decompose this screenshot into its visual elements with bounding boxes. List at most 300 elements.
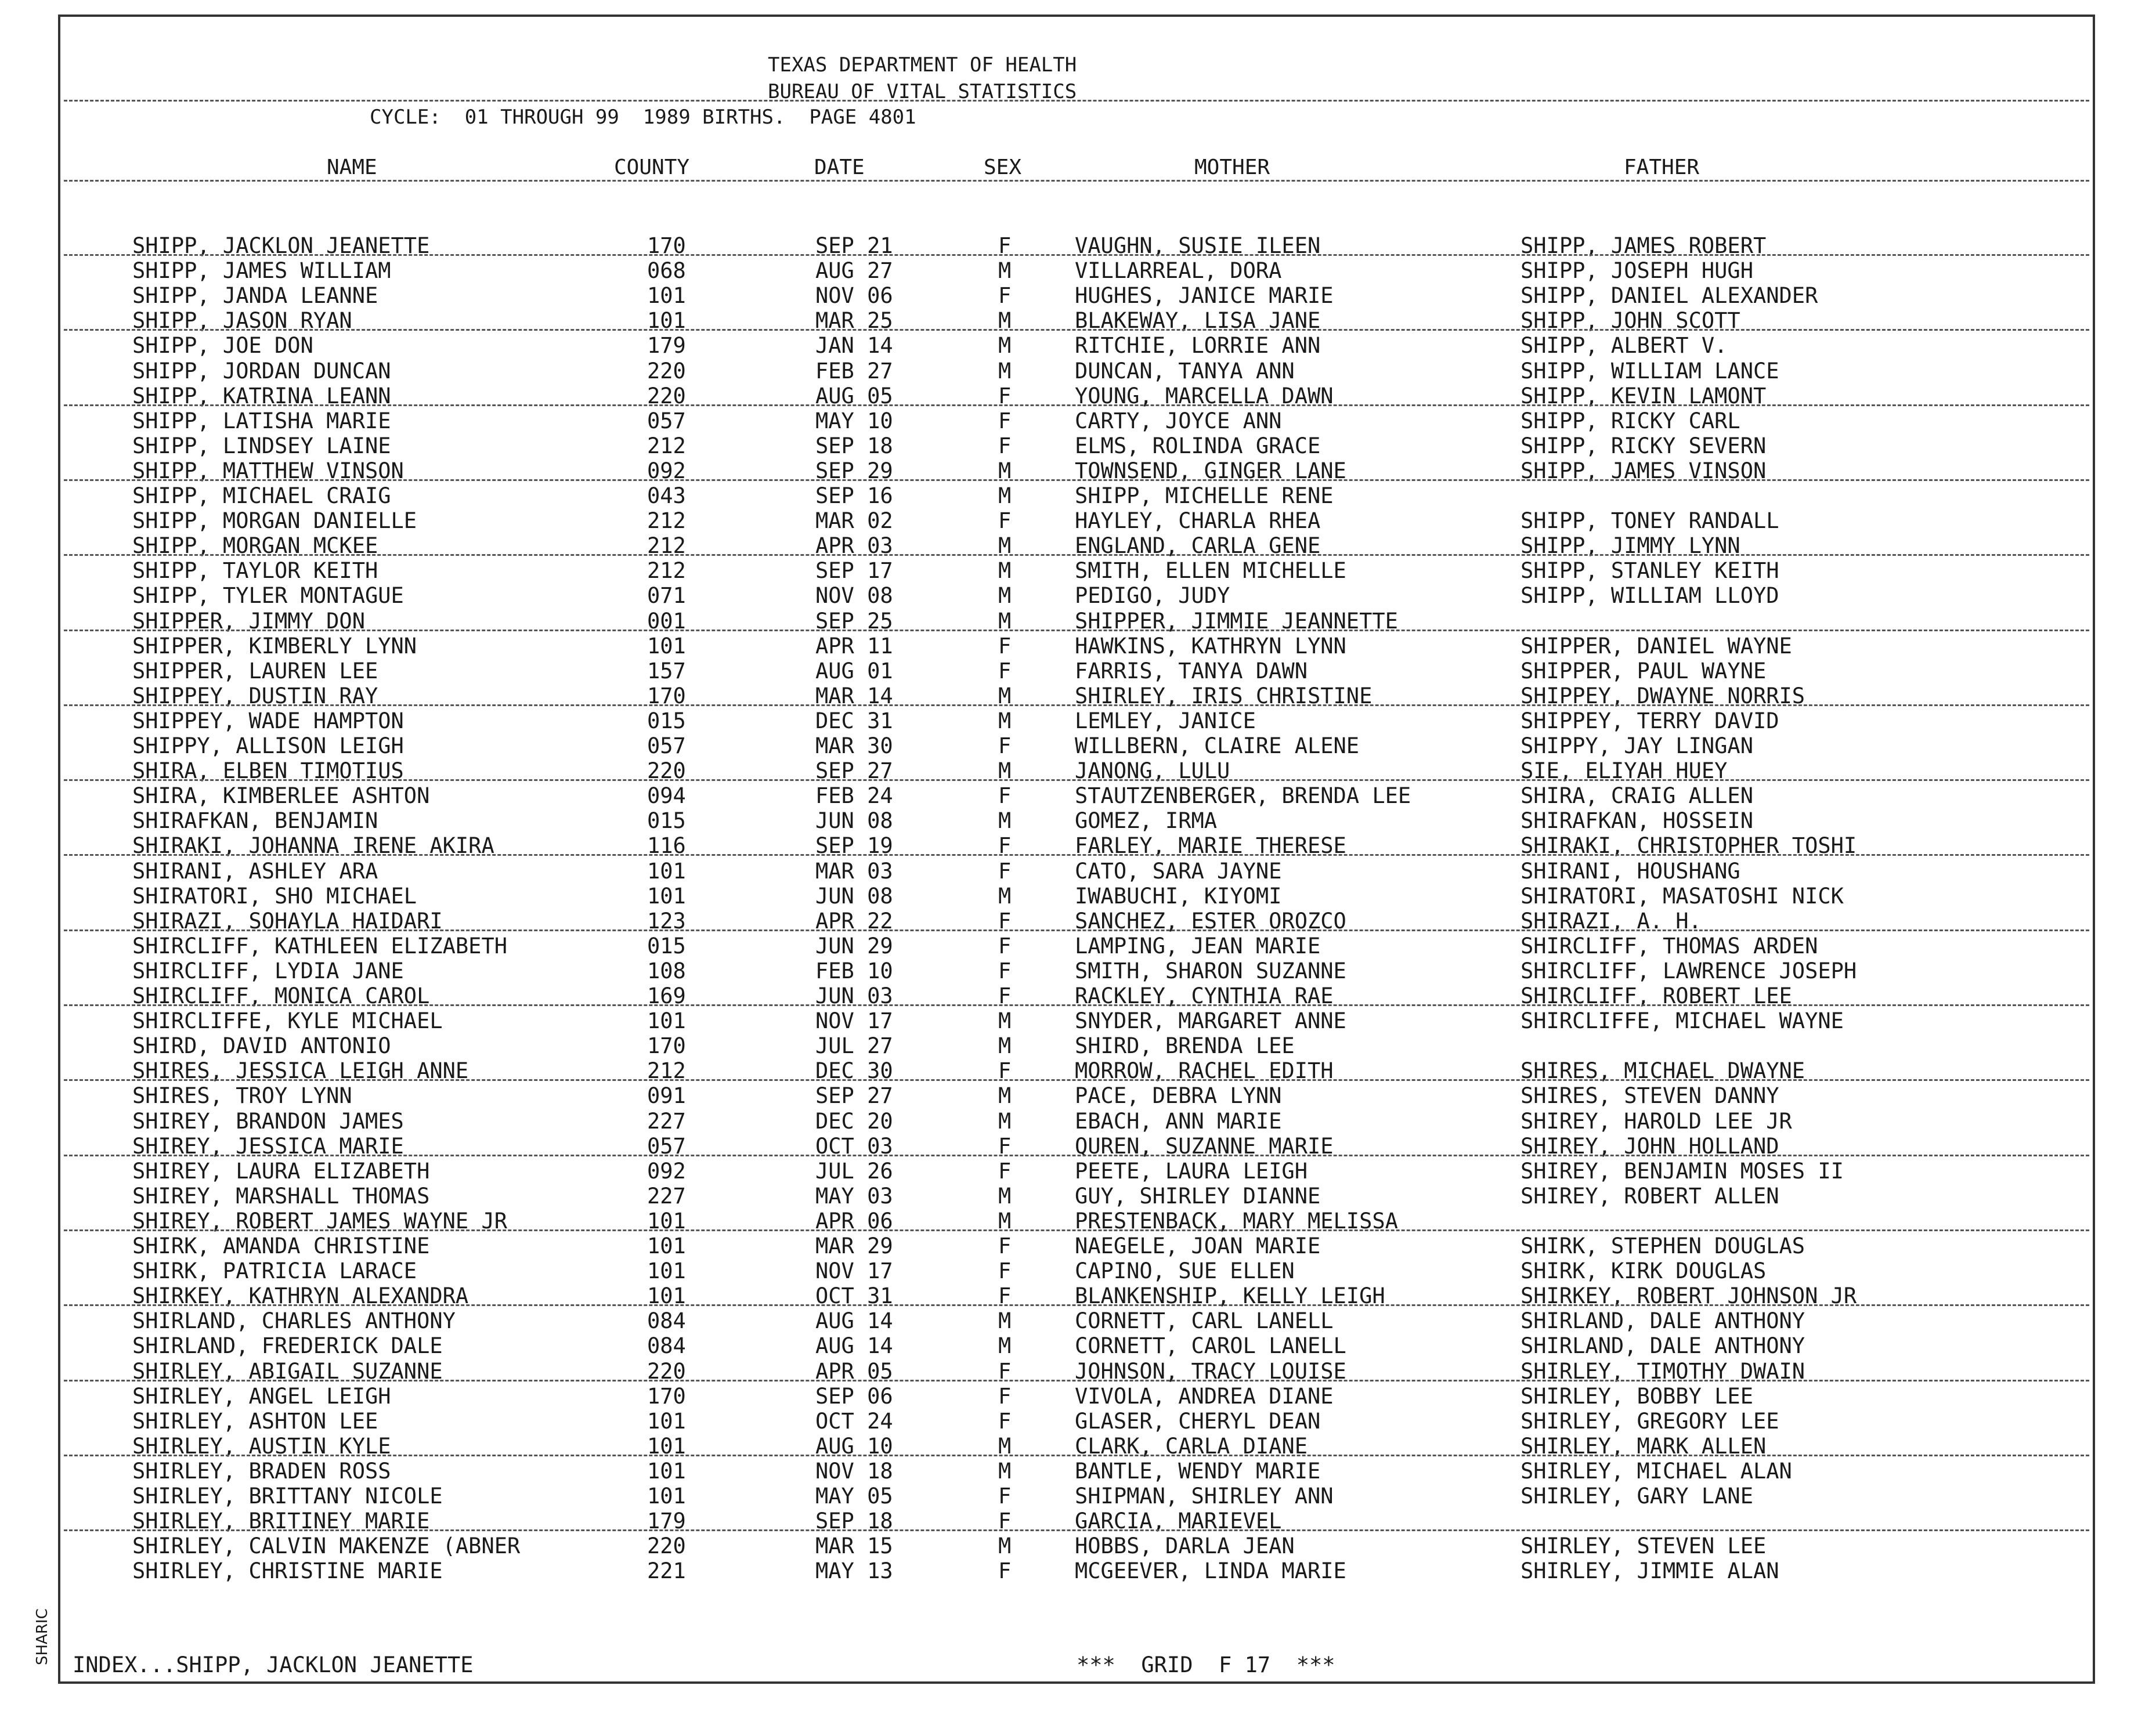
cell-mother: GLASER, CHERYL DEAN — [1075, 1408, 1321, 1434]
cell-father: SHIRA, CRAIG ALLEN — [1521, 783, 1753, 809]
cell-date: DEC 20 — [815, 1108, 893, 1134]
header-department: TEXAS DEPARTMENT OF HEALTH — [768, 53, 1077, 77]
table-row — [0, 884, 2138, 909]
cell-county: 092 — [647, 458, 686, 483]
cell-sex: M — [998, 1534, 1012, 1559]
cell-county: 169 — [647, 983, 686, 1008]
cell-county: 101 — [647, 883, 686, 909]
cell-father: SHIPP, KEVIN LAMONT — [1521, 383, 1767, 408]
cell-mother: CLARK, CARLA DIANE — [1075, 1433, 1308, 1459]
cell-mother: SHIPMAN, SHIRLEY ANN — [1075, 1484, 1334, 1509]
cell-date: AUG 05 — [815, 383, 893, 408]
cell-name: SHIRD, DAVID ANTONIO — [132, 1033, 391, 1059]
cell-father: SHIPP, WILLIAM LANCE — [1521, 358, 1779, 384]
cell-sex: M — [998, 883, 1012, 909]
cell-sex: M — [998, 1308, 1012, 1334]
cell-county: 001 — [647, 608, 686, 634]
table-row — [0, 783, 2138, 808]
cell-mother: HAYLEY, CHARLA RHEA — [1075, 508, 1321, 534]
cell-date: APR 03 — [815, 533, 893, 559]
table-row — [0, 808, 2138, 833]
cell-name: SHIRLEY, BRADEN ROSS — [132, 1458, 391, 1484]
cell-county: 101 — [647, 1408, 686, 1434]
cell-sex: M — [998, 758, 1012, 784]
table-row — [0, 659, 2138, 683]
cell-father: SHIPP, JAMES VINSON — [1521, 458, 1767, 483]
cell-sex: F — [998, 633, 1012, 659]
header-bureau: BUREAU OF VITAL STATISTICS — [768, 80, 1077, 103]
cell-date: SEP 17 — [815, 558, 893, 584]
cell-father: SHIPP, WILLIAM LLOYD — [1521, 583, 1779, 609]
footer-index: INDEX...SHIPP, JACKLON JEANETTE — [73, 1652, 474, 1677]
cell-county: 101 — [647, 1458, 686, 1484]
cell-mother: CORNETT, CAROL LANELL — [1075, 1333, 1346, 1359]
cell-mother: SHIPPER, JIMMIE JEANNETTE — [1075, 608, 1398, 634]
cell-mother: RITCHIE, LORRIE ANN — [1075, 333, 1321, 359]
cell-date: JUL 27 — [815, 1033, 893, 1059]
table-row — [0, 1258, 2138, 1283]
cell-sex: M — [998, 1458, 1012, 1484]
cell-mother: IWABUCHI, KIYOMI — [1075, 883, 1282, 909]
cell-father: SHIRCLIFF, THOMAS ARDEN — [1521, 933, 1818, 959]
cell-name: SHIPP, JANDA LEANNE — [132, 283, 378, 309]
cell-mother: GUY, SHIRLEY DIANNE — [1075, 1183, 1321, 1209]
cell-mother: BLAKEWAY, LISA JANE — [1075, 308, 1321, 334]
header-rule-top — [64, 100, 2089, 102]
row-separator — [64, 930, 2089, 931]
cell-date: JAN 14 — [815, 333, 893, 359]
cell-father: SHIRLEY, GREGORY LEE — [1521, 1408, 1779, 1434]
cell-county: 221 — [647, 1558, 686, 1584]
cell-county: 220 — [647, 758, 686, 784]
cell-sex: M — [998, 1008, 1012, 1034]
cell-county: 108 — [647, 958, 686, 983]
cell-sex: F — [998, 733, 1012, 758]
cell-mother: WILLBERN, CLAIRE ALENE — [1075, 733, 1360, 758]
column-header-county: COUNTY — [614, 155, 690, 179]
cell-name: SHIPP, JAMES WILLIAM — [132, 258, 391, 284]
cell-sex: F — [998, 833, 1012, 859]
cell-father: SHIREY, HAROLD LEE JR — [1521, 1108, 1792, 1134]
cell-mother: PEDIGO, JUDY — [1075, 583, 1230, 609]
cell-sex: F — [998, 1383, 1012, 1409]
cell-mother: BANTLE, WENDY MARIE — [1075, 1458, 1321, 1484]
cell-name: SHIREY, ROBERT JAMES WAYNE JR — [132, 1208, 508, 1234]
cell-date: NOV 06 — [815, 283, 893, 309]
cell-date: MAR 02 — [815, 508, 893, 534]
table-row — [0, 959, 2138, 983]
cell-name: SHIRANI, ASHLEY ARA — [132, 858, 378, 884]
cell-county: 220 — [647, 1358, 686, 1384]
cell-name: SHIRLEY, ASHTON LEE — [132, 1408, 378, 1434]
cell-mother: STAUTZENBERGER, BRENDA LEE — [1075, 783, 1411, 809]
cell-father: SHIRCLIFFE, MICHAEL WAYNE — [1521, 1008, 1844, 1034]
row-separator — [64, 1529, 2089, 1531]
cell-sex: F — [998, 958, 1012, 983]
cell-county: 101 — [647, 1258, 686, 1284]
cell-date: NOV 18 — [815, 1458, 893, 1484]
cell-county: 057 — [647, 408, 686, 433]
cell-mother: ELMS, ROLINDA GRACE — [1075, 433, 1321, 458]
cell-date: DEC 30 — [815, 1058, 893, 1084]
cell-mother: SHIRD, BRENDA LEE — [1075, 1033, 1295, 1059]
row-separator — [64, 779, 2089, 781]
cell-father: SHIPP, ALBERT V. — [1521, 333, 1728, 359]
cell-county: 227 — [647, 1183, 686, 1209]
cell-mother: JOHNSON, TRACY LOUISE — [1075, 1358, 1346, 1384]
cell-county: 092 — [647, 1158, 686, 1184]
cell-sex: F — [998, 508, 1012, 534]
cell-sex: M — [998, 1183, 1012, 1209]
table-row — [0, 1234, 2138, 1258]
cell-mother: VAUGHN, SUSIE ILEEN — [1075, 233, 1321, 258]
cell-sex: F — [998, 1408, 1012, 1434]
cell-name: SHIREY, LAURA ELIZABETH — [132, 1158, 430, 1184]
cell-name: SHIPPER, LAUREN LEE — [132, 658, 378, 683]
cell-county: 220 — [647, 383, 686, 408]
cell-date: NOV 17 — [815, 1008, 893, 1034]
cell-father: SHIPPEY, TERRY DAVID — [1521, 708, 1779, 733]
cell-date: APR 05 — [815, 1358, 893, 1384]
cell-date: AUG 27 — [815, 258, 893, 284]
cell-name: SHIPP, JASON RYAN — [132, 308, 352, 334]
cell-father: SHIRLAND, DALE ANTHONY — [1521, 1333, 1805, 1359]
cell-father: SHIRAKI, CHRISTOPHER TOSHI — [1521, 833, 1857, 859]
cell-father: SHIPPER, DANIEL WAYNE — [1521, 633, 1792, 659]
cell-sex: F — [998, 658, 1012, 683]
cell-father: SHIPPEY, DWAYNE NORRIS — [1521, 683, 1805, 708]
cell-mother: DUNCAN, TANYA ANN — [1075, 358, 1295, 384]
cell-county: 068 — [647, 258, 686, 284]
cell-date: OCT 31 — [815, 1283, 893, 1309]
cell-sex: F — [998, 1133, 1012, 1159]
row-separator — [64, 1455, 2089, 1456]
cycle-line: CYCLE: 01 THROUGH 99 1989 BIRTHS. PAGE 4801 — [370, 106, 916, 129]
cell-mother: SMITH, ELLEN MICHELLE — [1075, 558, 1346, 584]
cell-county: 116 — [647, 833, 686, 859]
cell-date: JUN 08 — [815, 808, 893, 834]
cell-name: SHIRCLIFF, MONICA CAROL — [132, 983, 430, 1008]
cell-date: DEC 31 — [815, 708, 893, 733]
cell-date: OCT 03 — [815, 1133, 893, 1159]
cell-sex: M — [998, 1333, 1012, 1359]
cell-county: 057 — [647, 733, 686, 758]
cell-sex: M — [998, 683, 1012, 708]
cell-father: SHIRLEY, STEVEN LEE — [1521, 1534, 1767, 1559]
cell-sex: F — [998, 1358, 1012, 1384]
cell-date: JUN 29 — [815, 933, 893, 959]
row-separator — [64, 329, 2089, 331]
cell-name: SHIRES, TROY LYNN — [132, 1083, 352, 1109]
cell-date: MAR 03 — [815, 858, 893, 884]
cell-father: SIE, ELIYAH HUEY — [1521, 758, 1728, 784]
cell-father: SHIPP, JIMMY LYNN — [1521, 533, 1740, 559]
cell-sex: F — [998, 408, 1012, 433]
cell-mother: SMITH, SHARON SUZANNE — [1075, 958, 1346, 983]
cell-mother: HOBBS, DARLA JEAN — [1075, 1534, 1295, 1559]
cell-name: SHIPPER, JIMMY DON — [132, 608, 365, 634]
cell-sex: M — [998, 458, 1012, 483]
cell-county: 212 — [647, 508, 686, 534]
cell-name: SHIRCLIFF, KATHLEEN ELIZABETH — [132, 933, 508, 959]
cell-county: 170 — [647, 683, 686, 708]
table-row — [0, 1184, 2138, 1209]
cell-date: AUG 01 — [815, 658, 893, 683]
row-separator — [64, 630, 2089, 631]
cell-mother: SANCHEZ, ESTER OROZCO — [1075, 908, 1346, 934]
cell-sex: M — [998, 1083, 1012, 1109]
cell-father: SHIRANI, HOUSHANG — [1521, 858, 1740, 884]
row-separator — [64, 704, 2089, 706]
table-row — [0, 1159, 2138, 1184]
cell-father: SHIPP, DANIEL ALEXANDER — [1521, 283, 1818, 309]
cell-mother: RACKLEY, CYNTHIA RAE — [1075, 983, 1334, 1008]
table-row — [0, 708, 2138, 733]
table-row — [0, 483, 2138, 508]
cell-date: NOV 17 — [815, 1258, 893, 1284]
cell-name: SHIPP, LINDSEY LAINE — [132, 433, 391, 458]
row-separator — [64, 404, 2089, 406]
cell-father: SHIRLAND, DALE ANTHONY — [1521, 1308, 1805, 1334]
cell-sex: M — [998, 358, 1012, 384]
cell-county: 179 — [647, 1509, 686, 1534]
cell-county: 212 — [647, 1058, 686, 1084]
cell-name: SHIRATORI, SHO MICHAEL — [132, 883, 417, 909]
table-row — [0, 1409, 2138, 1434]
cell-name: SHIRAFKAN, BENJAMIN — [132, 808, 378, 834]
table-row — [0, 558, 2138, 583]
row-separator — [64, 854, 2089, 856]
cell-name: SHIREY, BRANDON JAMES — [132, 1108, 404, 1134]
cell-father: SHIPPER, PAUL WAYNE — [1521, 658, 1767, 683]
cell-date: FEB 24 — [815, 783, 893, 809]
cell-sex: F — [998, 1058, 1012, 1084]
cell-date: SEP 18 — [815, 433, 893, 458]
cell-father: SHIRLEY, MARK ALLEN — [1521, 1433, 1767, 1459]
cell-sex: F — [998, 783, 1012, 809]
cell-date: FEB 27 — [815, 358, 893, 384]
cell-sex: F — [998, 1283, 1012, 1309]
cell-father: SHIRAFKAN, HOSSEIN — [1521, 808, 1753, 834]
cell-mother: CARTY, JOYCE ANN — [1075, 408, 1282, 433]
cell-father: SHIRLEY, JIMMIE ALAN — [1521, 1558, 1779, 1584]
cell-mother: NAEGELE, JOAN MARIE — [1075, 1234, 1321, 1258]
cell-sex: M — [998, 708, 1012, 733]
cell-name: SHIPP, LATISHA MARIE — [132, 408, 391, 433]
cell-date: SEP 27 — [815, 1083, 893, 1109]
cell-county: 212 — [647, 433, 686, 458]
cell-sex: M — [998, 333, 1012, 359]
table-row — [0, 1008, 2138, 1033]
table-row — [0, 1459, 2138, 1484]
row-separator — [64, 254, 2089, 256]
cell-sex: F — [998, 1484, 1012, 1509]
cell-county: 157 — [647, 658, 686, 683]
table-row — [0, 433, 2138, 458]
cell-name: SHIRA, KIMBERLEE ASHTON — [132, 783, 430, 809]
cell-date: APR 11 — [815, 633, 893, 659]
table-row — [0, 1308, 2138, 1333]
cell-county: 071 — [647, 583, 686, 609]
cell-mother: LEMLEY, JANICE — [1075, 708, 1256, 733]
cell-father: SHIREY, JOHN HOLLAND — [1521, 1133, 1779, 1159]
row-separator — [64, 1079, 2089, 1081]
cell-father: SHIPP, JAMES ROBERT — [1521, 233, 1767, 258]
table-row — [0, 359, 2138, 384]
cell-mother: ENGLAND, CARLA GENE — [1075, 533, 1321, 559]
table-row — [0, 583, 2138, 608]
cell-county: 170 — [647, 1383, 686, 1409]
cell-date: MAR 14 — [815, 683, 893, 708]
column-header-sex: SEX — [984, 155, 1022, 179]
cell-county: 101 — [647, 283, 686, 309]
cell-name: SHIRK, AMANDA CHRISTINE — [132, 1234, 430, 1258]
cell-sex: F — [998, 433, 1012, 458]
cell-father: SHIRLEY, GARY LANE — [1521, 1484, 1753, 1509]
cell-date: APR 06 — [815, 1208, 893, 1234]
cell-sex: F — [998, 233, 1012, 258]
cell-sex: M — [998, 1108, 1012, 1134]
cell-sex: M — [998, 483, 1012, 508]
column-header-rule — [64, 180, 2089, 182]
cell-name: SHIPP, JOE DON — [132, 333, 313, 359]
row-separator — [64, 554, 2089, 556]
table-row — [0, 1333, 2138, 1358]
cell-date: SEP 25 — [815, 608, 893, 634]
cell-name: SHIRA, ELBEN TIMOTIUS — [132, 758, 404, 784]
cell-name: SHIPP, KATRINA LEANN — [132, 383, 391, 408]
cell-name: SHIPPER, KIMBERLY LYNN — [132, 633, 417, 659]
cell-mother: MORROW, RACHEL EDITH — [1075, 1058, 1334, 1084]
cell-date: AUG 14 — [815, 1333, 893, 1359]
cell-date: JUL 26 — [815, 1158, 893, 1184]
cell-date: SEP 19 — [815, 833, 893, 859]
cell-name: SHIPP, TAYLOR KEITH — [132, 558, 378, 584]
cell-county: 057 — [647, 1133, 686, 1159]
cell-mother: YOUNG, MARCELLA DAWN — [1075, 383, 1334, 408]
cell-county: 084 — [647, 1333, 686, 1359]
cell-mother: CATO, SARA JAYNE — [1075, 858, 1282, 884]
table-row — [0, 1384, 2138, 1409]
cell-father: SHIPP, TONEY RANDALL — [1521, 508, 1779, 534]
cell-father: SHIRLEY, BOBBY LEE — [1521, 1383, 1753, 1409]
cell-sex: F — [998, 1509, 1012, 1534]
cell-date: FEB 10 — [815, 958, 893, 983]
cell-county: 091 — [647, 1083, 686, 1109]
cell-name: SHIRLEY, BRITTANY NICOLE — [132, 1484, 443, 1509]
cell-sex: M — [998, 1433, 1012, 1459]
cell-date: MAY 05 — [815, 1484, 893, 1509]
cell-mother: BLANKENSHIP, KELLY LEIGH — [1075, 1283, 1385, 1309]
cell-date: NOV 08 — [815, 583, 893, 609]
cell-date: SEP 18 — [815, 1509, 893, 1534]
column-header-mother: MOTHER — [1194, 155, 1270, 179]
cell-name: SHIRES, JESSICA LEIGH ANNE — [132, 1058, 469, 1084]
cell-sex: F — [998, 383, 1012, 408]
cell-county: 101 — [647, 1208, 686, 1234]
row-separator — [64, 1380, 2089, 1381]
cell-date: MAY 10 — [815, 408, 893, 433]
cell-county: 179 — [647, 333, 686, 359]
cell-date: AUG 10 — [815, 1433, 893, 1459]
cell-date: MAY 03 — [815, 1183, 893, 1209]
cell-date: MAR 15 — [815, 1534, 893, 1559]
cell-father: SHIPP, JOHN SCOTT — [1521, 308, 1740, 334]
cell-date: SEP 06 — [815, 1383, 893, 1409]
cell-date: SEP 21 — [815, 233, 893, 258]
table-row — [0, 1558, 2138, 1583]
cell-mother: CAPINO, SUE ELLEN — [1075, 1258, 1295, 1284]
cell-county: 227 — [647, 1108, 686, 1134]
cell-mother: SHIPP, MICHELLE RENE — [1075, 483, 1334, 508]
cell-county: 212 — [647, 558, 686, 584]
cell-sex: F — [998, 908, 1012, 934]
column-header-date: DATE — [814, 155, 865, 179]
cell-mother: VIVOLA, ANDREA DIANE — [1075, 1383, 1334, 1409]
table-row — [0, 1033, 2138, 1058]
cell-father: SHIRCLIFF, LAWRENCE JOSEPH — [1521, 958, 1857, 983]
cell-county: 220 — [647, 358, 686, 384]
cell-mother: TOWNSEND, GINGER LANE — [1075, 458, 1346, 483]
table-row — [0, 283, 2138, 308]
cell-date: SEP 16 — [815, 483, 893, 508]
cell-county: 101 — [647, 1484, 686, 1509]
cell-date: AUG 14 — [815, 1308, 893, 1334]
cell-county: 015 — [647, 708, 686, 733]
cell-county: 043 — [647, 483, 686, 508]
cell-mother: SHIRLEY, IRIS CHRISTINE — [1075, 683, 1373, 708]
cell-mother: JANONG, LULU — [1075, 758, 1230, 784]
cell-date: MAY 13 — [815, 1558, 893, 1584]
cell-sex: F — [998, 1158, 1012, 1184]
cell-name: SHIPP, MATTHEW VINSON — [132, 458, 404, 483]
cell-father: SHIPP, RICKY CARL — [1521, 408, 1740, 433]
cell-father: SHIREY, ROBERT ALLEN — [1521, 1183, 1779, 1209]
table-row — [0, 859, 2138, 884]
cell-county: 101 — [647, 1433, 686, 1459]
cell-sex: M — [998, 308, 1012, 334]
cell-name: SHIRLEY, AUSTIN KYLE — [132, 1433, 391, 1459]
cell-father: SHIRES, STEVEN DANNY — [1521, 1083, 1779, 1109]
column-header-name: NAME — [327, 155, 377, 179]
row-separator — [64, 1304, 2089, 1306]
cell-county: 220 — [647, 1534, 686, 1559]
cell-county: 094 — [647, 783, 686, 809]
cell-sex: M — [998, 533, 1012, 559]
cell-mother: CORNETT, CARL LANELL — [1075, 1308, 1334, 1334]
cell-name: SHIRK, PATRICIA LARACE — [132, 1258, 417, 1284]
cell-sex: F — [998, 1558, 1012, 1584]
cell-sex: M — [998, 583, 1012, 609]
cell-father: SHIRES, MICHAEL DWAYNE — [1521, 1058, 1805, 1084]
cell-sex: M — [998, 1208, 1012, 1234]
table-row — [0, 733, 2138, 758]
cell-sex: F — [998, 1234, 1012, 1258]
cell-mother: MCGEEVER, LINDA MARIE — [1075, 1558, 1346, 1584]
cell-father: SHIREY, BENJAMIN MOSES II — [1521, 1158, 1844, 1184]
cell-county: 101 — [647, 1234, 686, 1258]
cell-county: 084 — [647, 1308, 686, 1334]
cell-county: 170 — [647, 233, 686, 258]
cell-name: SHIPPY, ALLISON LEIGH — [132, 733, 404, 758]
cell-name: SHIPP, MORGAN DANIELLE — [132, 508, 417, 534]
table-row — [0, 934, 2138, 959]
table-row — [0, 1534, 2138, 1558]
cell-sex: F — [998, 858, 1012, 884]
table-row — [0, 1109, 2138, 1134]
cell-father: SHIRATORI, MASATOSHI NICK — [1521, 883, 1844, 909]
cell-mother: GARCIA, MARIEVEL — [1075, 1509, 1282, 1534]
